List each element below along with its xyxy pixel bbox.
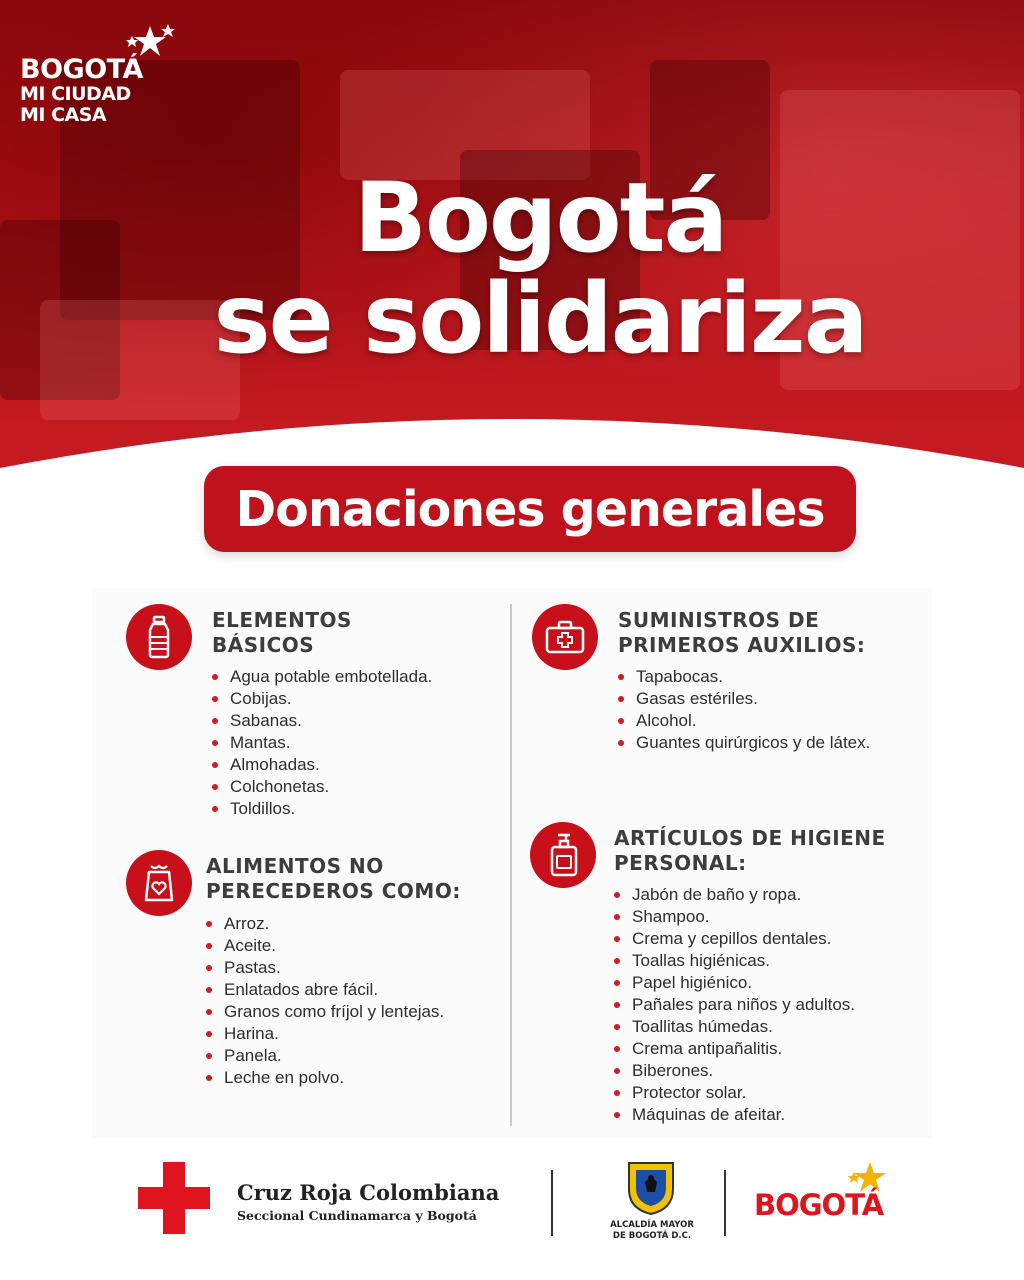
list-item: Tapabocas. [618,666,870,688]
section-alimentos [126,850,506,1100]
list-item: Pañales para niños y adultos. [614,994,855,1016]
list-item: Harina. [206,1023,444,1045]
brand-line-2: MI CIUDAD [20,83,131,105]
list-item: Biberones. [614,1060,855,1082]
bogota-footer-wordmark: BOGOTÁ [754,1188,884,1222]
list-item: Toallitas húmedas. [614,1016,855,1038]
hero-title [0,162,1024,375]
section-primeros-auxilios [532,604,922,774]
cruz-roja-name: Cruz Roja Colombiana [237,1180,500,1205]
list-item: Shampoo. [614,906,855,928]
list-item: Granos como fríjol y lentejas. [206,1001,444,1023]
list-alimentos [206,913,444,1089]
soap-dispenser-icon [530,822,596,888]
list-higiene [614,884,855,1126]
footer-logos [0,1140,1024,1280]
list-item: Toldillos. [212,798,432,820]
list-primeros-auxilios [618,666,870,754]
list-item: Aceite. [206,935,444,957]
list-item: Panela. [206,1045,444,1067]
heading-elementos-basicos: ELEMENTOS BÁSICOS [212,608,352,657]
list-item: Agua potable embotellada. [212,666,432,688]
heading-alimentos: ALIMENTOS NO PERECEDEROS COMO: [206,854,461,903]
list-item: Cobijas. [212,688,432,710]
red-cross-icon [138,1162,210,1234]
water-bottle-icon [126,604,192,670]
list-item: Mantas. [212,732,432,754]
list-item: Crema y cepillos dentales. [614,928,855,950]
hero-photo-background [0,0,1024,480]
first-aid-kit-icon [532,604,598,670]
list-item: Máquinas de afeitar. [614,1104,855,1126]
list-item: Gasas estériles. [618,688,870,710]
list-item: Leche en polvo. [206,1067,444,1089]
list-item: Arroz. [206,913,444,935]
stars-icon [120,22,180,62]
alcaldia-shield-icon [626,1160,676,1216]
bogota-brand-logo [20,22,170,132]
brand-line-1: BOGOTÁ [20,54,143,85]
list-item: Enlatados abre fácil. [206,979,444,1001]
footer-divider-1 [551,1170,553,1236]
footer-divider-2 [724,1170,726,1236]
list-item: Protector solar. [614,1082,855,1104]
cruz-roja-sub: Seccional Cundinamarca y Bogotá [237,1208,477,1223]
banner-label: Donaciones generales [235,480,825,538]
food-bag-heart-icon [126,850,192,916]
list-item: Crema antipañalitis. [614,1038,855,1060]
brand-line-3: MI CASA [20,104,107,126]
heading-higiene: ARTÍCULOS DE HIGIENE PERSONAL: [614,826,886,875]
section-higiene [530,822,922,1132]
hero-curve [0,380,1024,480]
alcaldia-label: ALCALDÍA MAYOR DE BOGOTÁ D.C. [610,1220,694,1241]
list-item: Jabón de baño y ropa. [614,884,855,906]
list-item: Colchonetas. [212,776,432,798]
donaciones-banner [204,466,856,552]
heading-primeros-auxilios: SUMINISTROS DE PRIMEROS AUXILIOS: [618,608,866,657]
list-item: Guantes quirúrgicos y de látex. [618,732,870,754]
list-item: Toallas higiénicas. [614,950,855,972]
section-elementos-basicos [126,604,506,844]
list-item: Alcohol. [618,710,870,732]
list-item: Papel higiénico. [614,972,855,994]
list-item: Sabanas. [212,710,432,732]
list-elementos-basicos [212,666,432,820]
list-item: Pastas. [206,957,444,979]
bogota-footer-logo [754,1160,904,1234]
column-divider [510,604,512,1126]
hero-title-line-2: se solidariza [213,262,867,375]
list-item: Almohadas. [212,754,432,776]
hero-title-line-1: Bogotá [353,162,727,274]
